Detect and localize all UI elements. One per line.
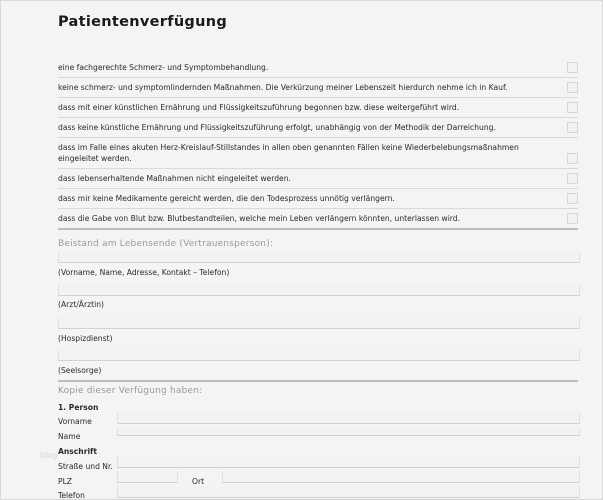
- statement-row[interactable]: [58, 118, 578, 138]
- statement-text: dass mir keine Medikamente gereicht werden, die den Todesprozess unnötig verlängern.: [58, 194, 395, 203]
- seelsorge-label: (Seelsorge): [58, 366, 102, 375]
- statement-row[interactable]: [58, 189, 578, 209]
- statement-text: dass keine künstliche Ernährung und Flüssigkeitszuführung erfolgt, unabhängig von der Methodik der Darreichung.: [58, 123, 496, 132]
- statement-text: dass im Falle eines akuten Herz-Kreislauf-Stillstandes in allen oben genannten Fällen keine Wiederbelebungsmaßnahmen eingeleitet werden.: [58, 143, 519, 163]
- statement-checkbox[interactable]: [567, 62, 578, 73]
- watermark: blog: [40, 451, 58, 460]
- vorname-label: Vorname: [58, 417, 92, 426]
- statement-checkbox[interactable]: [567, 82, 578, 93]
- hospizdienst-label: (Hospizdienst): [58, 334, 113, 343]
- statement-text: keine schmerz- und symptomlindernden Maßnahmen. Die Verkürzung meiner Lebenszeit hierdurch nehme ich in Kauf.: [58, 83, 508, 92]
- statement-row[interactable]: [58, 78, 578, 98]
- statement-checkbox[interactable]: [567, 102, 578, 113]
- vertrauensperson-field[interactable]: [58, 252, 580, 263]
- statement-text: dass die Gabe von Blut bzw. Blutbestandteilen, welche mein Leben verlängern könnten, unterlassen wird.: [58, 214, 461, 223]
- statement-checkbox[interactable]: [567, 213, 578, 224]
- vertrauensperson-label: (Vorname, Name, Adresse, Kontakt – Telefon): [58, 268, 230, 277]
- person-heading: 1. Person: [58, 403, 99, 412]
- statement-row[interactable]: [58, 98, 578, 118]
- name-field[interactable]: [117, 428, 580, 436]
- vorname-field[interactable]: [117, 412, 580, 424]
- telefon-field[interactable]: [117, 486, 580, 498]
- arzt-label: (Arzt/Ärztin): [58, 300, 104, 309]
- statement-row[interactable]: [58, 209, 578, 230]
- page-title: Patientenverfügung: [58, 14, 228, 30]
- plz-label: PLZ: [58, 477, 73, 486]
- strasse-label: Straße und Nr.: [58, 462, 113, 471]
- kopie-heading: Kopie dieser Verfügung haben:: [58, 386, 203, 396]
- statement-text: dass mit einer künstlichen Ernährung und Flüssigkeitszuführung begonnen bzw. diese weitergeführt wird.: [58, 103, 460, 112]
- statement-row[interactable]: [58, 169, 578, 189]
- telefon-label: Telefon: [58, 491, 85, 500]
- ort-field[interactable]: [222, 471, 580, 483]
- strasse-field[interactable]: [117, 456, 580, 468]
- beistand-heading: Beistand am Lebensende (Vertrauensperson):: [58, 239, 274, 249]
- statement-checkbox[interactable]: [567, 153, 578, 164]
- statement-text: dass lebenserhaltende Maßnahmen nicht eingeleitet werden.: [58, 174, 291, 183]
- statement-checkbox[interactable]: [567, 193, 578, 204]
- statement-list: [58, 58, 578, 230]
- hospizdienst-field[interactable]: [58, 318, 580, 329]
- statement-checkbox[interactable]: [567, 173, 578, 184]
- statement-row[interactable]: [58, 58, 578, 78]
- plz-field[interactable]: [117, 471, 178, 483]
- arzt-field[interactable]: [58, 285, 580, 296]
- section-divider: [58, 380, 578, 382]
- ort-label: Ort: [192, 477, 205, 486]
- statement-row[interactable]: [58, 138, 578, 169]
- seelsorge-field[interactable]: [58, 350, 580, 361]
- anschrift-heading: Anschrift: [58, 447, 97, 456]
- name-label: Name: [58, 432, 81, 441]
- statement-checkbox[interactable]: [567, 122, 578, 133]
- statement-text: eine fachgerechte Schmerz- und Symptombehandlung.: [58, 63, 269, 72]
